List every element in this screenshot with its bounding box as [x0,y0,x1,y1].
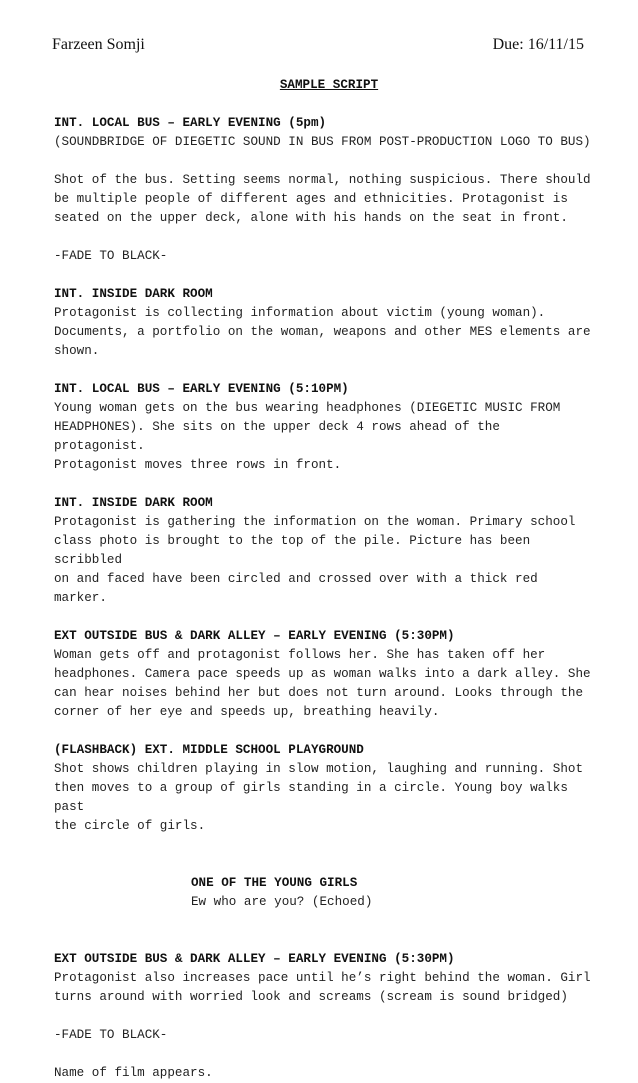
scene-dark-room-1 [54,285,594,361]
transition: -FADE TO BLACK- [54,1028,168,1042]
scene-heading: (FLASHBACK) EXT. MIDDLE SCHOOL PLAYGROUND [54,743,364,757]
due-date: Due: 16/11/15 [492,36,584,53]
script-title: SAMPLE SCRIPT [279,78,379,92]
scene-alley-1 [54,627,594,722]
author-name: Farzeen Somji [52,36,145,53]
scene-action: Name of film appears. [54,1066,213,1080]
scene-heading: INT. LOCAL BUS – EARLY EVENING (5:10PM) [54,382,349,396]
character-name: ONE OF THE YOUNG GIRLS [191,876,358,890]
transition: -FADE TO BLACK- [54,249,168,263]
scene-bus-510pm [54,380,594,475]
closing-line [54,1064,594,1083]
scene-dark-room-2 [54,494,594,608]
transition-fade-1 [54,247,594,266]
scene-action: Young woman gets on the bus wearing headphones (DIEGETIC MUSIC FROM HEADPHONES). She sits on the upper deck 4 rows ahead of the protagonist. Protagonist moves three rows in front. [54,401,561,472]
scene-action: Shot shows children playing in slow motion, laughing and running. Shot then moves to a group of girls standing in a circle. Young boy walks past the circle of girls. [54,762,584,833]
scene-alley-2 [54,950,594,1007]
scene-heading: EXT OUTSIDE BUS & DARK ALLEY – EARLY EVENING (5:30PM) [54,629,455,643]
scene-bus-5pm [54,114,594,152]
scene-action: Shot of the bus. Setting seems normal, nothing suspicious. There should be multiple people of different ages and ethnicities. Protagonist is seated on the upper deck, alone with his hands on the seat in front. [54,173,591,225]
scene-subheading: (SOUNDBRIDGE OF DIEGETIC SOUND IN BUS FROM POST-PRODUCTION LOGO TO BUS) [54,135,591,149]
scene-action: Protagonist is collecting information about victim (young woman). Documents, a portfolio on the woman, weapons and other MES elements are shown. [54,306,591,358]
transition-fade-2 [54,1026,594,1045]
scene-action: Woman gets off and protagonist follows her. She has taken off her headphones. Camera pace speeds up as woman walks into a dark alley. She can hear noises behind her but does not turn around. Looks through the corner of her eye and speeds up, breathing heavily. [54,648,591,719]
script-page [54,76,594,1083]
scene-heading: INT. INSIDE DARK ROOM [54,287,213,301]
scene-action: Protagonist also increases pace until he’s right behind the woman. Girl turns around with worried look and screams (scream is sound bridged) [54,971,591,1004]
scene-heading: EXT OUTSIDE BUS & DARK ALLEY – EARLY EVENING (5:30PM) [54,952,455,966]
scene-action-block [54,171,594,228]
scene-heading: INT. INSIDE DARK ROOM [54,496,213,510]
scene-action: Protagonist is gathering the information on the woman. Primary school class photo is brought to the top of the pile. Picture has been scribbled on and faced have been circled and crossed over with a thick red marker. [54,515,576,605]
dialogue-block [54,874,594,912]
dialogue-line: Ew who are you? (Echoed) [191,895,373,909]
scene-heading: INT. LOCAL BUS – EARLY EVENING (5pm) [54,116,327,130]
scene-flashback [54,741,594,836]
